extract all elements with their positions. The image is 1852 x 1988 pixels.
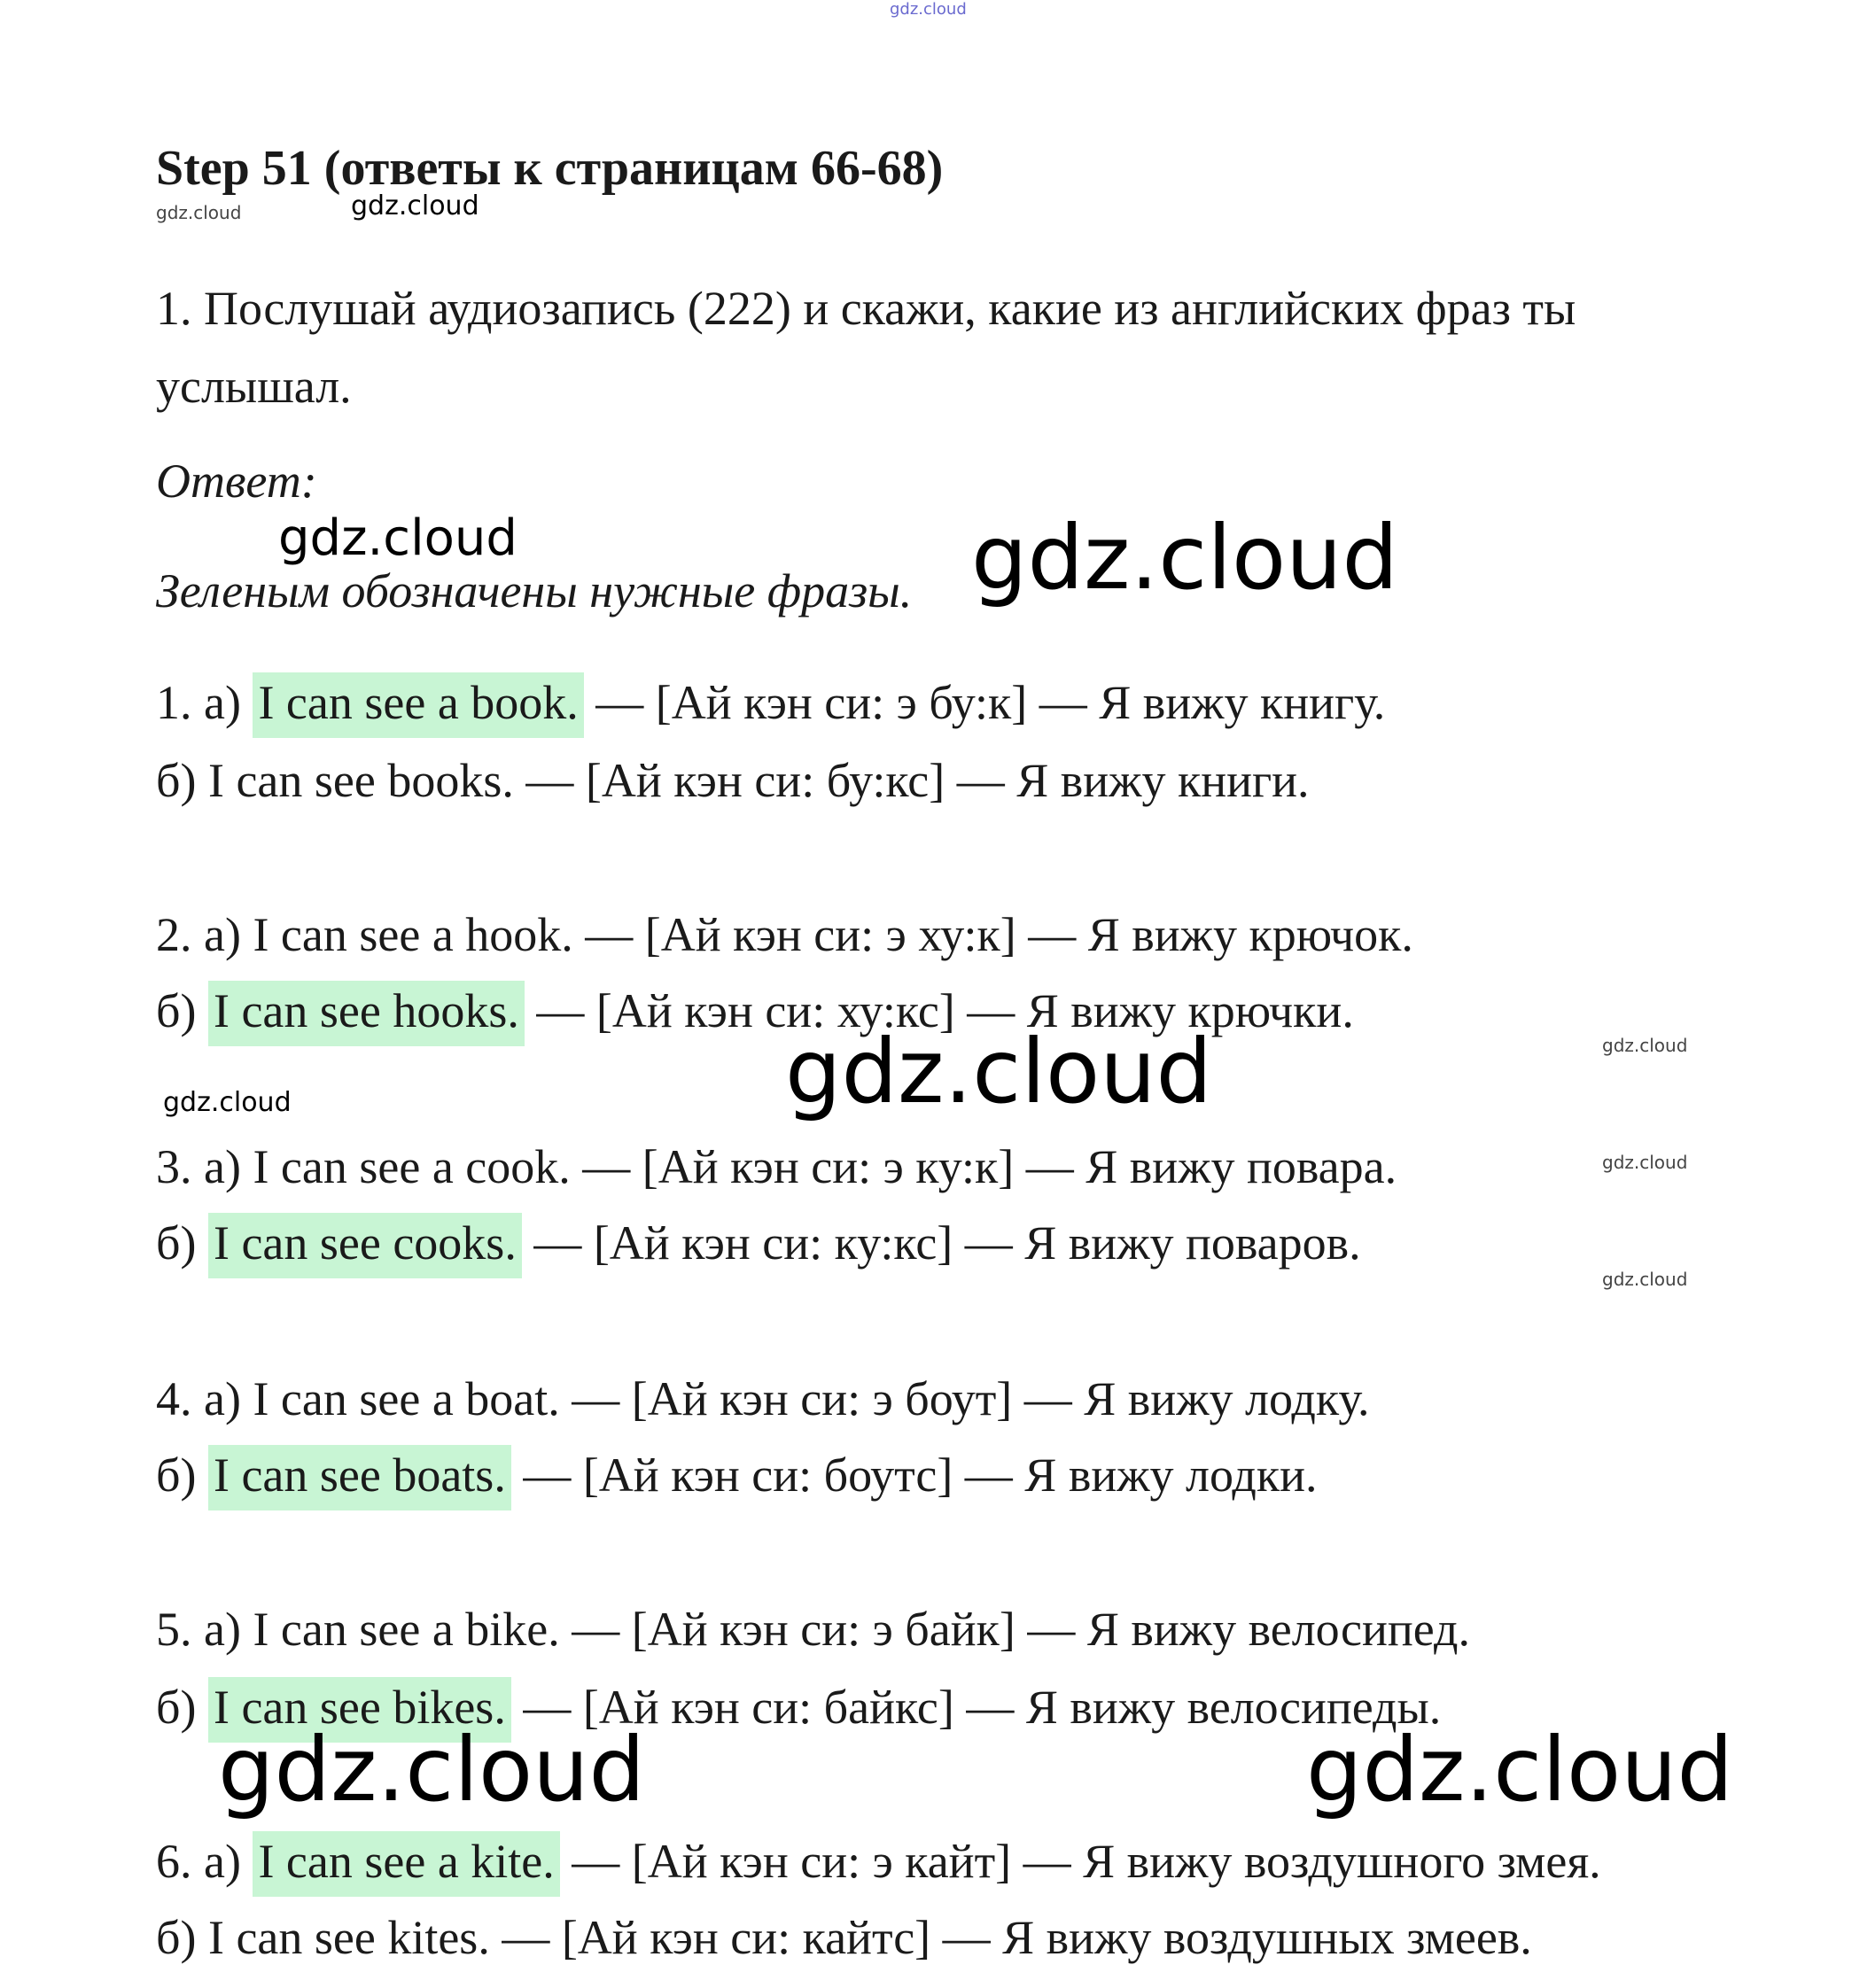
item-prefix: б) [156, 1216, 208, 1270]
list-item [156, 1140, 1397, 1193]
watermark-tiny: gdz.cloud [1602, 1269, 1688, 1290]
item-translation: — [Ай кэн си: э байк] — Я вижу велосипед. [559, 1603, 1471, 1656]
phrase: I can see a bike. [253, 1603, 560, 1656]
answer-note: Зеленым обозначены нужные фразы. [156, 564, 913, 617]
phrase: I can see kites. [207, 1911, 490, 1964]
watermark-tiny: gdz.cloud [156, 202, 242, 223]
highlighted-phrase: I can see bikes. [208, 1677, 511, 1743]
watermark-large: gdz.cloud [971, 506, 1399, 610]
item-translation: — [Ай кэн си: байкс] — Я вижу велосипеды. [510, 1681, 1442, 1734]
highlighted-phrase: I can see hooks. [208, 981, 525, 1046]
list-item [156, 1448, 1318, 1502]
task-text: 1. Послушай аудиозапись (222) и скажи, какие из английских фраз ты услышал. [156, 282, 1576, 413]
phrase: I can see a cook. [253, 1140, 571, 1193]
item-translation: — [Ай кэн си: ку:кс] — Я вижу поваров. [521, 1216, 1361, 1270]
item-prefix: 4. а) [156, 1372, 253, 1425]
page-title: Step 51 (ответы к страницам 66-68) [156, 141, 944, 196]
item-translation: — [Ай кэн си: боутс] — Я вижу лодки. [510, 1448, 1318, 1502]
watermark-large: gdz.cloud [1306, 1718, 1734, 1821]
item-prefix: б) [156, 754, 208, 807]
watermark-small: gdz.cloud [351, 190, 479, 221]
phrase: I can see books. [207, 754, 514, 807]
highlighted-phrase: I can see boats. [208, 1445, 511, 1510]
item-prefix: б) [156, 1911, 208, 1964]
answer-label: Ответ: [156, 454, 317, 508]
item-prefix: 3. а) [156, 1140, 253, 1193]
watermark-small: gdz.cloud [163, 1087, 292, 1118]
highlighted-phrase: I can see a kite. [253, 1831, 559, 1897]
highlighted-phrase: I can see a book. [253, 672, 583, 738]
item-prefix: 2. а) [156, 908, 253, 961]
phrase: I can see a hook. [253, 908, 573, 961]
item-prefix: 6. а) [156, 1835, 253, 1888]
item-prefix: б) [156, 1448, 208, 1502]
list-item [156, 1216, 1361, 1270]
list-item [156, 1372, 1370, 1425]
item-translation: — [Ай кэн си: кайтс] — Я вижу воздушных змеев. [489, 1911, 1532, 1964]
highlighted-phrase: I can see cooks. [208, 1213, 522, 1278]
item-translation: — [Ай кэн си: э ху:к] — Я вижу крючок. [572, 908, 1413, 961]
list-item [156, 754, 1310, 807]
item-prefix: 1. а) [156, 676, 253, 729]
phrase: I can see a boat. [253, 1372, 560, 1425]
watermark-medium: gdz.cloud [278, 509, 517, 567]
watermark-large: gdz.cloud [218, 1718, 646, 1821]
list-item [156, 1835, 1601, 1888]
item-translation: — [Ай кэн си: э кайт] — Я вижу воздушного змея. [559, 1835, 1601, 1888]
item-translation: — [Ай кэн си: бу:кс] — Я вижу книги. [513, 754, 1310, 807]
list-item [156, 1603, 1471, 1656]
watermark-large: gdz.cloud [785, 1020, 1213, 1123]
item-translation: — [Ай кэн си: ху:кс] — Я вижу крючки. [524, 984, 1354, 1037]
watermark-top: gdz.cloud [890, 0, 967, 19]
watermark-tiny: gdz.cloud [1602, 1152, 1688, 1173]
list-item [156, 1911, 1532, 1964]
item-prefix: 5. а) [156, 1603, 253, 1656]
item-translation: — [Ай кэн си: э боут] — Я вижу лодку. [559, 1372, 1370, 1425]
list-item [156, 676, 1386, 729]
item-prefix: б) [156, 984, 208, 1037]
watermark-tiny: gdz.cloud [1602, 1035, 1688, 1056]
item-prefix: б) [156, 1681, 208, 1734]
item-translation: — [Ай кэн си: э ку:к] — Я вижу повара. [570, 1140, 1397, 1193]
list-item [156, 908, 1413, 961]
item-translation: — [Ай кэн си: э бу:к] — Я вижу книгу. [583, 676, 1386, 729]
